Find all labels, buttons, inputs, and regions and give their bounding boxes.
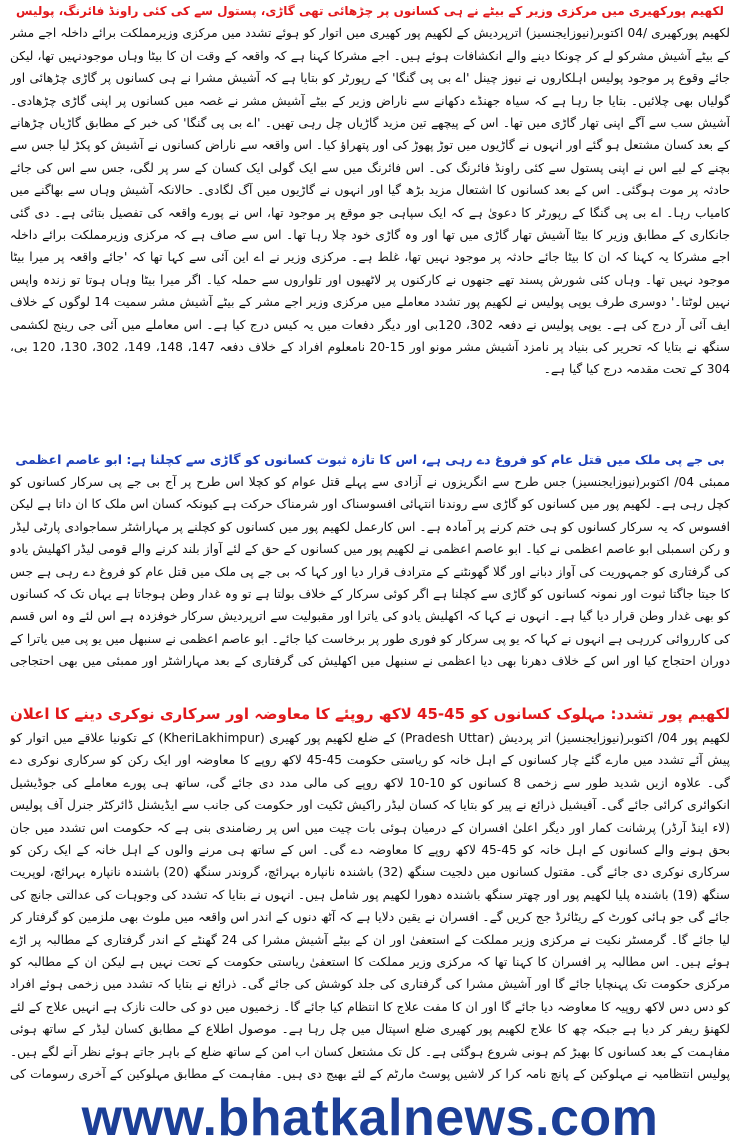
article-3-body	[10, 727, 730, 1085]
article-2-body	[10, 471, 730, 669]
article-3	[10, 705, 730, 1085]
article-3-headline: لکھیم پور تشدد: مہلوک کسانوں کو 45-45 لاکھ روپئے کا معاوضہ اور سرکاری نوکری دینے کا اعلان	[9, 705, 730, 723]
article-2-headline: بی جے پی ملک میں قتل عام کو فروغ دے رہی ہے، اس کا تازہ ثبوت کسانوں کو گاڑی سے کچلنا ہے: ابو عاصم اعظمی	[15, 452, 725, 467]
site-footer	[0, 1089, 740, 1147]
article-3-text: لکھیم پور 04/ اکتوبر(نیوزایجنسیز) اتر پردیش (Pradesh Uttar) کے ضلع لکھیم پور کھیری (KheriLakhimpur) کے تکونیا علاقے میں اتوار کو پیش آئے تشدد میں مارے گئے چار کسانوں کے اہل خانہ کو ریاستی حکومت 45-45 لاکھ روپے کا معاوضہ اور ایک رکن کو سرکاری نوکری دے گی۔ علاوہ ازیں شدید طور سے زخمی 8 کسانوں کو 10-10 لاکھ روپے کی مالی مدد دی جائے گی، ساتھ ہی پورے معاملے کی جوڈیشیل انکوائری کرائی جائے گی۔ آفیشیل ذرائع نے پیر کو بتایا کہ کسان لیڈر راکیش ٹکیت اور حکومت کی جانب سے ایڈیشنل ڈائرکٹر جنرل آف پولیس (لاء اینڈ آرڈر) پرشانت کمار اور دیگر اعلیٰ افسران کے درمیان ہوئی بات چیت میں اس پر رضامندی بنی ہے کہ حکومت اس تشدد میں جان بحق ہونے والے کسانوں کے اہل خانہ کو 45-45 لاکھ روپے کا معاوضہ دے گی۔ اس کے ساتھ ہی مرنے والوں کے اہل خانہ کے ایک رکن کو سرکاری نوکری دی جائے گی۔ مقتول کسانوں میں دلجیت سنگھ (32) باشندہ نانپارہ بہرائچ، گروندر سنگھ (20) باشندہ نانپارہ بہرائچ، لوپریت سنگھ (19) باشندہ پلیا لکھیم پور اور چھتر سنگھ باشندہ دھورا لکھیم پور شامل ہیں۔ انہوں نے بتایا کہ تشدد کی وجوہات کی عدالتی جانچ کی جائے گی جو ہائی کورٹ کے ریٹائرڈ جج کریں گے۔ افسران نے یقین دلایا ہے کہ آٹھ دنوں کے اندر اس واقعہ میں ملوث بھی ملزمین کو گرفتار کر لیا جائے گا۔ گرمسٹر نکیت نے مرکزی وزیر مملکت کے استعفیٰ اور ان کے بیٹے آشیش مشرا کی 24 گھنٹے کے اندر گرفتاری کے مطالبہ پر اڑے ہوئے ہیں۔ اس مطالبہ پر افسران کا کہنا تھا کہ مرکزی وزیر مملکت کا استعفیٰ ریاستی حکومت کے تحت نہیں ہے لیکن ان کے مطالبہ کو مرکزی حکومت تک پہنچایا جائے گا اور آشیش مشرا کی گرفتاری کی جلد کوشش کی جائے گی۔ ذرائع نے بتایا کہ تشدد میں زخمی ہوئے افراد کو دس دس لاکھ روپیہ کا معاوضہ دیا جائے گا اور ان کا مفت علاج کا انتظام کیا جائے گا۔ زخمیوں میں دو کی حالت نازک ہے انہیں علاج کے لئے لکھنؤ ریفر کر دیا ہے جبکہ چھ کا علاج لکھیم پور کھیری ضلع اسپتال میں چل رہا ہے۔ موصول اطلاع کے مطابق کسان لیڈر کے ساتھ ہوئی مفاہمت کے بعد کسانوں کا بھیڑ کم ہونی شروع ہوگئی ہے۔ کل تک مشتعل کسان اب امن کے ساتھ ضلع کے باہر جاتے ہوئے نظر آنے لگے ہیں۔ پولیس انتظامیہ نے مہلوکین کے پانچ نامہ کرا کر لاشیں پوسٹ مارٹم کے لئے بھیج دی ہیں۔ مفاہمت کے مطابق مہلوکین کے آخری رسومات کی	[10, 731, 730, 1082]
article-1-text: لکھیم پورکھیری /04 اکتوبر(نیوزایجنسیز) اترپردیش کے لکھیم پور کھیری میں اتوار کو ہوئے تشدد میں مرکزی وزیرمملکت برائے داخلہ اجے مشر کے بیٹے آشیش مشرکو لے کر چونکا دینے والے انکشافات ہوئے ہیں۔ اجے مشرکا کہنا ہے کہ واقعہ کے وقت ان کا بیٹا وہاں موجودنہیں تھا، لیکن جائے وقوع پر موجود پولیس اہلکاروں نے نیوز چینل 'اے بی پی گنگا' کے رپورٹر کو بتایا ہے کہ آشیش مشرا نے ہی کسانوں پر گاڑی چڑھائی اور گولیاں بھی چلائیں۔ بتایا جا رہا ہے کہ سیاہ جھنڈے دکھانے سے ناراض وزیر کے بیٹے آشیش مشر نے غصہ میں کسانوں پر اپنی گاڑی چڑھادی۔ آشیش سب سے آگے اپنی تھار گاڑی میں تھا۔ اس کے پیچھے تین مزید گاڑیاں چل رہی تھیں۔ 'اے بی پی گنگا' کی خبر کے مطابق گاڑیاں چڑھانے کے بعد کسان مشتعل ہو گئے اور انہوں نے گاڑیوں میں توڑ پھوڑ کی اور پتھراؤ کیا۔ اس واقعہ سے ناراض کسانوں نے آشیش کو پکڑ لیا جس سے بچنے کے لیے اس نے اپنی پستول سے کئی راونڈ فائرنگ کی۔ اس فائرنگ میں سے ایک گولی ایک کسان کے سر پر لگی، جس سے اس کی جائے حادثہ پر موت ہوگئی۔ اس کے بعد کسانوں کا اشتعال مزید بڑھ گیا اور انہوں نے گاڑیوں میں آگ لگادی۔ حالانکہ آشیش وہاں سے بھاگنے میں کامیاب رہا۔ اے بی پی گنگا کے رپورٹر کا دعویٰ ہے کہ ایک سپاہی جو موقع پر موجود تھا، اس نے پورے واقعہ کی تفصیل بتائی ہے۔ دی گئی جانکاری کے مطابق وزیر کا بیٹا آشیش تھار گاڑی میں تھا اور وہ گاڑی خود چلا رہا تھا۔ اس سے صاف ہے کہ مرکزی وزیرمملکت برائے داخلہ اجے مشرکا یہ کہنا کہ ان کا بیٹا جائے حادثہ پر موجود نہیں تھا، غلط ہے۔ مرکزی وزیر نے اے این آئی سے کہا تھا کہ 'جائے واقعہ پر میرا بیٹا موجود نہیں تھا۔ وہاں کئی شورش پسند تھے جنھوں نے کارکنوں پر لاٹھیوں اور تلواروں سے حملہ کیا۔ اگر میرا بیٹا وہاں ہوتا تو زندہ واپس نہیں لوٹتا۔' دوسری طرف یوپی پولیس نے لکھیم پور تشدد معاملے میں مرکزی وزیر اجے مشر کے بیٹے آشیش مشر سمیت 14 لوگوں کے خلاف ایف آئی آر درج کی ہے۔ یوپی پولیس نے دفعہ 302، 120بی اور دیگر دفعات میں یہ کیس درج کیا ہے۔ اس معاملے میں آئی جی رینج لکشمی سنگھ نے بتایا کہ تحریر کی بنیاد پر نامزد آشیش مشر مونو اور 15-20 نامعلوم افراد کے خلاف دفعہ 147، 148، 149، 302، 130، 120 بی، 304 کے تحت مقدمہ درج کیا گیا ہے۔	[10, 26, 730, 377]
site-url[interactable]: www.bhatkalnews.com	[81, 1089, 659, 1147]
article-1-body	[10, 22, 730, 426]
article-2-text: ممبئی 04/ اکتوبر(نیوزایجنسیز) جس طرح سے انگریزوں نے آزادی سے پہلے قتل عوام کو کچلا اس طرح پر آج بی جے پی سرکار کسانوں کو کچل رہی ہے۔ لکھیم پور میں کسانوں کو گاڑی سے روندنا انتہائی افسوسناک اور شرمناک حرکت ہے کیونکہ کسان اس ملک کا ان داتا ہے لیکن افسوس کہ یہ سرکار کسانوں کو ہی ختم کرنے پر آمادہ ہے۔ اس کارعمل لکھیم پور میں کسانوں کو کچلنے پر مہاراشٹر سماجوادی پارٹی لیڈر و رکن اسمبلی ابو عاصم اعظمی نے کیا۔ ابو عاصم اعظمی نے لکھیم پور میں کسانوں کے حق کے لئے آواز بلند کرنے والے قومی لیڈر اکھلیش یادو کی گرفتاری کو جمہوریت کی آواز دبانے اور گلا گھونٹنے کے مترادف قرار دیا اور کہا کہ بی جے پی ملک میں قتل عام کو فروغ دے رہی ہے جس کا جیتا جاگتا ثبوت اور نمونہ کسانوں کو گاڑی سے کچلنا ہے اگر کوئی سرکار کے خلاف بولتا ہے تو وہ غدار وطن ہوجاتا ہے یہاں تک کہ کسانوں کو بھی غدار وطن قرار دیا گیا ہے۔ انہوں نے کہا کہ اکھلیش یادو کی یاترا اور مقبولیت سے اترپردیش سرکار خوفزدہ ہے اس لئے وہ اس قسم کی کارروائی کررہی ہے انہوں نے کہا کہ یو پی سرکار کو فوری طور پر برخاست کیا جائے۔ ابو عاصم اعظمی نے سنبھل میں یو پی میں یاترا کے دوران احتجاج کیا اور اس کے خلاف دھرنا بھی دیا اعظمی نے سنبھل میں اکھلیش کی گرفتاری کے بعد مہاراشٹر اور ممبئی میں بھی احتجاجی	[10, 475, 730, 669]
article-2	[10, 452, 730, 669]
article-1	[10, 4, 730, 426]
article-1-headline: لکھیم پورکھیری میں مرکزی وزیر کے بیٹے نے ہی کسانوں پر چڑھائی تھی گاڑی، پستول سے کی کئی راونڈ فائرنگ، پولیس	[16, 4, 724, 18]
